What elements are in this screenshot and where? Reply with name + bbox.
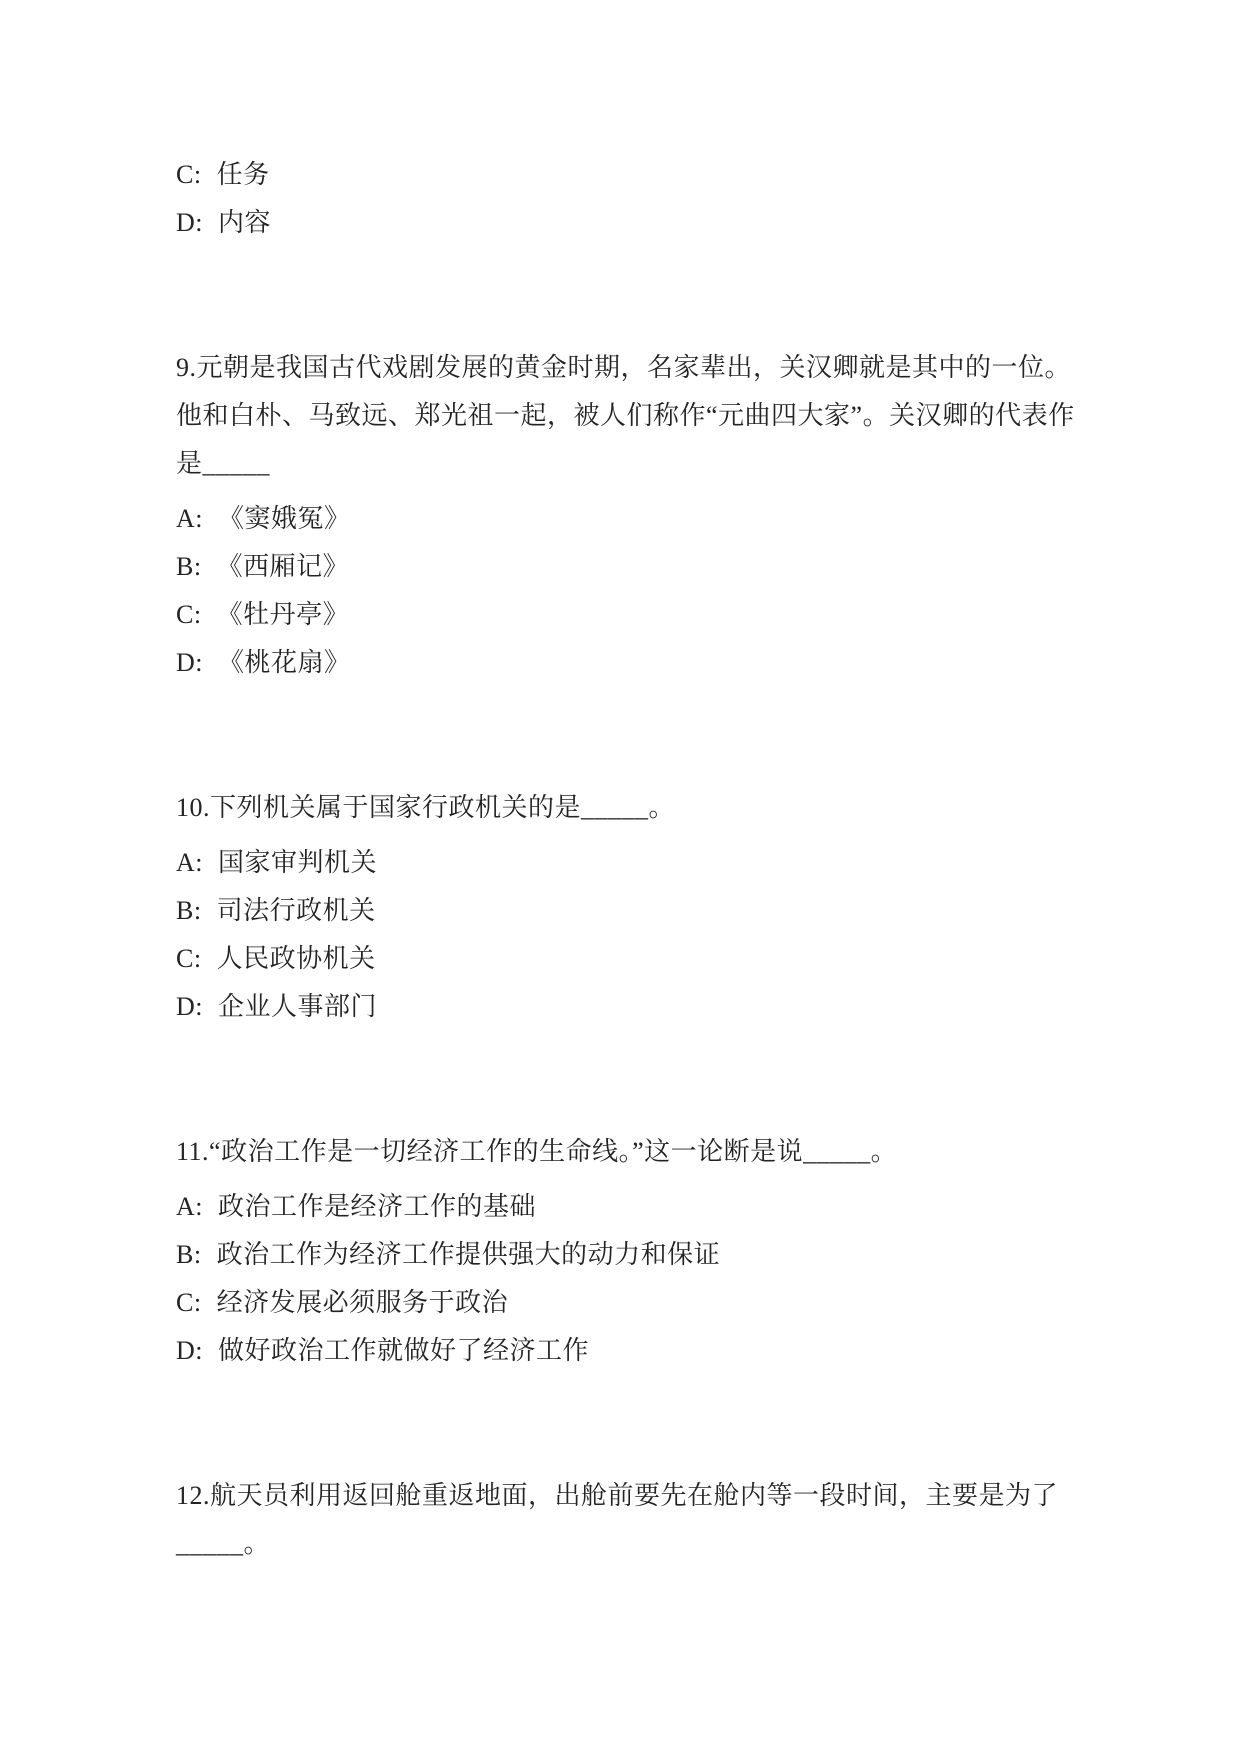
option-text: 企业人事部门	[218, 992, 378, 1021]
option-row-a	[176, 1183, 1070, 1231]
option-label: D:	[176, 208, 203, 237]
question-11-options	[176, 1183, 1070, 1375]
option-text: 政治工作为经济工作提供强大的动力和保证	[216, 1240, 721, 1269]
option-text: 《桃花扇》	[218, 648, 351, 677]
option-label: B:	[176, 896, 202, 925]
option-label: A:	[176, 848, 203, 877]
option-label: C:	[176, 944, 202, 973]
question-9-options	[176, 495, 1070, 687]
option-label: B:	[176, 1240, 202, 1269]
option-text: 内容	[218, 208, 272, 237]
previous-question-trailing-options	[176, 151, 1070, 247]
option-text: 经济发展必须服务于政治	[216, 1288, 509, 1317]
option-text: 政治工作是经济工作的基础	[218, 1192, 537, 1221]
option-row-c	[176, 1279, 1070, 1327]
option-text: 司法行政机关	[216, 896, 376, 925]
option-label: C:	[176, 1288, 202, 1317]
question-9-text-line-2: 他和白朴、马致远、郑光祖一起，被人们称作“元曲四大家”。关汉卿的代表作	[176, 401, 1075, 430]
question-11-text-line-1: 11.“政治工作是一切经济工作的生命线。”这一论断是说_____。	[176, 1137, 898, 1166]
option-text: 国家审判机关	[218, 848, 378, 877]
question-10-options	[176, 839, 1070, 1031]
option-row-d	[176, 639, 1070, 687]
option-text: 《西厢记》	[216, 552, 350, 581]
option-row-b	[176, 887, 1070, 935]
question-11	[176, 1128, 1070, 1375]
option-row-d	[176, 1327, 1070, 1375]
option-label: D:	[176, 1336, 203, 1365]
question-9	[176, 344, 1075, 687]
option-label: A:	[176, 504, 203, 533]
option-row-a	[176, 495, 1070, 543]
question-12-text-line-2: _____。	[176, 1529, 271, 1558]
option-text: 人民政协机关	[216, 944, 376, 973]
option-label: A:	[176, 1192, 203, 1221]
option-label: D:	[176, 648, 203, 677]
option-text: 《窦娥冤》	[218, 504, 351, 533]
question-10	[176, 784, 1070, 1031]
option-label: D:	[176, 992, 203, 1021]
option-label: C:	[176, 600, 202, 629]
option-label: C:	[176, 160, 202, 189]
option-row	[176, 151, 1070, 199]
question-9-text-line-3: 是_____	[176, 449, 271, 478]
question-9-text-line-1: 9.元朝是我国古代戏剧发展的黄金时期，名家辈出，关汉卿就是其中的一位。	[176, 353, 1072, 382]
option-text: 任务	[216, 160, 270, 189]
question-12	[176, 1472, 1070, 1568]
option-row-c	[176, 935, 1070, 983]
option-row-d	[176, 983, 1070, 1031]
option-text: 《牡丹亭》	[216, 600, 350, 629]
option-row-a	[176, 839, 1070, 887]
question-10-text-line-1: 10.下列机关属于国家行政机关的是_____。	[176, 793, 676, 822]
option-row-b	[176, 543, 1070, 591]
question-12-text-line-1: 12.航天员利用返回舱重返地面，出舱前要先在舱内等一段时间，主要是为了	[176, 1481, 1059, 1510]
option-row-b	[176, 1231, 1070, 1279]
option-text: 做好政治工作就做好了经济工作	[218, 1336, 590, 1365]
option-row-c	[176, 591, 1070, 639]
option-label: B:	[176, 552, 202, 581]
option-row	[176, 199, 1070, 247]
